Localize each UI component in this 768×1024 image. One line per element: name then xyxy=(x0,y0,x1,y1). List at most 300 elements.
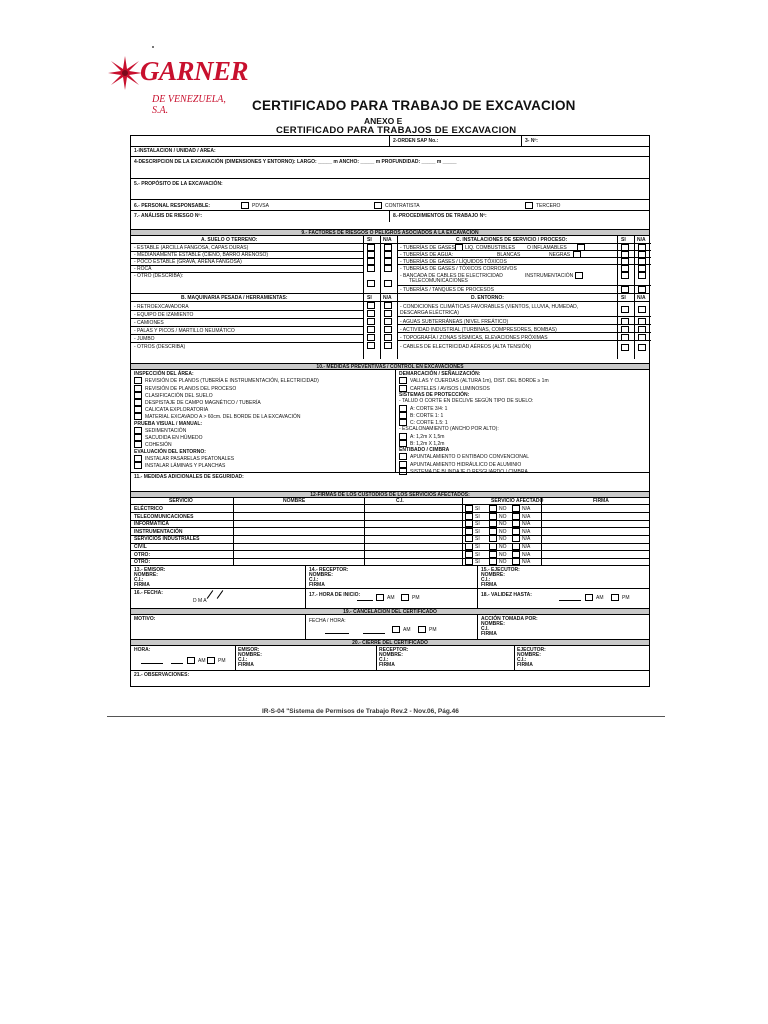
si-label: SI xyxy=(475,544,480,550)
maquinaria-header: B. MAQUINARIA PESADA / HERRAMIENTAS: xyxy=(181,295,288,301)
measure-item: APUNTALAMIENTO HIDRÁULICO DE ALUMINIO xyxy=(410,461,522,468)
time-blank-line xyxy=(363,633,385,634)
measure-heading: INSPECCIÓN DEL ÁREA: xyxy=(134,371,194,377)
rule xyxy=(397,243,651,244)
fecha-label: 16.- FECHA: xyxy=(134,590,163,596)
svc-na-2-checkbox[interactable] xyxy=(512,520,520,527)
rule xyxy=(305,615,306,639)
rule xyxy=(235,646,236,670)
measure-item: DESPISTAJE DE CAMPO MAGNÉTICO / TUBERÍA xyxy=(145,400,261,406)
measure-10-checkbox[interactable] xyxy=(399,440,407,447)
entorno-item: - ACTIVIDAD INDUSTRIAL (TURBINAS, COMPRESORES, BOMBAS) xyxy=(400,327,557,333)
installation-label: 1-INSTALACION / UNIDAD / AREA: xyxy=(134,148,216,154)
svc-si-1-checkbox[interactable] xyxy=(465,513,473,520)
document-title: CERTIFICADO PARA TRABAJO DE EXCAVACION xyxy=(252,98,576,113)
na-label: N/A xyxy=(522,536,531,543)
row-top xyxy=(131,136,649,146)
hora-pm-checkbox[interactable] xyxy=(401,594,409,601)
measure-item: B: 1,2m X 1,2m xyxy=(410,440,445,447)
svc-na-4-checkbox[interactable] xyxy=(512,535,520,542)
rule xyxy=(397,285,651,286)
measure-5-checkbox[interactable] xyxy=(134,406,142,413)
nombre-label: NOMBRE: xyxy=(134,572,158,578)
suelo-item: - ROCA xyxy=(134,266,152,272)
date-slash xyxy=(207,590,214,599)
instalacion-item: - TUBERÍAS DE AGUA: xyxy=(400,252,453,258)
maq-si-4-checkbox[interactable] xyxy=(367,334,375,341)
si-label: SI xyxy=(475,513,480,520)
svc-no-7-checkbox[interactable] xyxy=(489,558,497,565)
firma-label: FIRMA xyxy=(517,662,533,668)
maq-na-4-checkbox[interactable] xyxy=(384,334,392,341)
pdvsa-label: PDVSA xyxy=(252,203,269,209)
role-2: 15.- EJECUTOR: xyxy=(481,567,520,573)
measure-heading: ENTIBADO / CIMBRA xyxy=(399,447,450,453)
rule xyxy=(395,370,396,472)
tercero-label: TERCERO xyxy=(536,203,561,209)
company-name: GARNER xyxy=(140,56,249,86)
maq-na-5-checkbox[interactable] xyxy=(384,342,392,349)
emisor-receptor-ejecutor-block xyxy=(131,566,649,608)
section-9-title: 9.- FACTORES DE RIESGOS O PELIGROS ASOCIADOS A LA EXCAVACIÓN xyxy=(131,229,649,236)
rule xyxy=(514,646,515,670)
entorno-item: - AGUAS SUBTERRÁNEAS (NIVEL FREÁTICO) xyxy=(400,319,509,325)
section-20-title: 20.- CIERRE DEL CERTIFICADO xyxy=(131,639,649,646)
measure-item: REVISIÓN DE PLANOS (TUBERÍA E INSTRUMENTACIÓN, ELECTRICIDAD) xyxy=(145,378,319,385)
service-name: OTRO: xyxy=(134,551,151,558)
measure-9-checkbox[interactable] xyxy=(399,433,407,440)
inst-si-4-checkbox[interactable] xyxy=(621,272,629,279)
responsible-staff-label: 6.- PERSONAL RESPONSABLE: xyxy=(134,203,211,209)
rule xyxy=(462,498,463,566)
ci-label: C.I.: xyxy=(309,577,319,583)
nombre-label: NOMBRE: xyxy=(481,572,505,578)
suelo-na-1-checkbox[interactable] xyxy=(384,251,392,258)
service-name: INFORMÁTICA xyxy=(134,521,169,528)
maquinaria-item: - CAMIONES xyxy=(134,320,164,326)
maq-na-3-checkbox[interactable] xyxy=(384,326,392,333)
custodian-signatures-table xyxy=(131,498,649,566)
section-9-grid xyxy=(131,236,649,359)
company-logo xyxy=(108,52,249,116)
pm-label: PM xyxy=(412,595,420,601)
svc-si-4-checkbox[interactable] xyxy=(465,535,473,542)
aguas-negras-label: NEGRAS xyxy=(549,252,571,258)
rule xyxy=(397,340,651,341)
measure-12-checkbox[interactable] xyxy=(399,453,407,460)
na-header: N/A xyxy=(383,295,392,301)
maq-si-3-checkbox[interactable] xyxy=(367,326,375,333)
sap-order-label: 2-ORDEN SAP No.: xyxy=(393,138,439,144)
svc-no-5-checkbox[interactable] xyxy=(489,543,497,550)
suelo-item: - OTRO (DESCRIBA): xyxy=(134,273,184,279)
measure-item: MATERIAL EXCAVADO A > 60cm. DEL BORDE DE LA EXCAVACIÓN xyxy=(145,414,301,421)
service-name: TELECOMUNICACIONES xyxy=(134,513,194,520)
validez-label: 18.- VALIDEZ HASTA: xyxy=(481,592,532,598)
ent-na-0-checkbox[interactable] xyxy=(638,306,646,313)
si-header: SI xyxy=(621,295,626,301)
ci-label: C.I.: xyxy=(379,657,389,663)
excavation-description-label: 4-DESCRIPCION DE LA EXCAVACIÓN (DIMENSIONES Y ENTORNO): LARGO: _____ m ANCHO: _____ m PROFUNDIDAD: _____ m _____ xyxy=(134,159,457,165)
rule xyxy=(131,520,649,521)
rule xyxy=(364,498,365,566)
validity-blank xyxy=(559,600,581,601)
measure-item: CARTELES / AVISOS LUMINOSOS xyxy=(410,385,490,392)
si-label: SI xyxy=(475,536,480,543)
tercero-checkbox[interactable] xyxy=(525,202,533,209)
no-label: NO xyxy=(499,513,507,520)
am-label: AM xyxy=(403,627,411,633)
maq-si-1-checkbox[interactable] xyxy=(367,310,375,317)
role-1: 14.- RECEPTOR: xyxy=(309,567,349,573)
section-10-title: 10.- MEDIDAS PREVENTIVAS / CONTROL EN EXCAVACIONES xyxy=(131,363,649,370)
measure-6-checkbox[interactable] xyxy=(399,412,407,419)
hora-am-checkbox[interactable] xyxy=(376,594,384,601)
suelo-si-2-checkbox[interactable] xyxy=(367,258,375,265)
inst-na-4-checkbox[interactable] xyxy=(638,272,646,279)
service-name: INSTRUMENTACIÓN xyxy=(134,528,183,535)
si-label: SI xyxy=(475,521,480,528)
am-label: AM xyxy=(387,595,395,601)
measure-item: COHESIÓN xyxy=(145,442,172,449)
no-label: NO xyxy=(499,551,507,558)
svc-na-7-checkbox[interactable] xyxy=(512,558,520,565)
instalacion-item: - TUBERÍAS DE GASES / TÓXICOS CORROSIVOS xyxy=(400,266,517,272)
na-label: N/A xyxy=(522,528,531,535)
rule xyxy=(131,265,363,266)
rule xyxy=(541,498,542,566)
nombre-label: NOMBRE: xyxy=(238,652,262,658)
rule xyxy=(397,250,651,251)
svc-na-1-checkbox[interactable] xyxy=(512,513,520,520)
entorno-header: D. ENTORNO: xyxy=(471,295,504,301)
svc-si-6-checkbox[interactable] xyxy=(465,551,473,558)
entorno-item: - CABLES DE ELECTRICIDAD AÉREOS (ALTA TENSIÓN) xyxy=(400,344,531,350)
measure-5-checkbox[interactable] xyxy=(399,405,407,412)
suelo-header: A. SUELO O TERRENO: xyxy=(201,237,258,243)
footer-reference: IR-S-04 "Sistema de Permisos de Trabajo Rev.2 - Nov.06, Pág.46 xyxy=(262,708,459,715)
measure-item: INSTALAR LÁMINAS Y PLANCHAS xyxy=(145,463,226,470)
pm-label: PM xyxy=(622,595,630,601)
col-header-2: C.I. xyxy=(396,498,404,504)
inst-na-6-checkbox[interactable] xyxy=(638,286,646,293)
svc-si-2-checkbox[interactable] xyxy=(465,520,473,527)
rule xyxy=(131,293,649,294)
rule xyxy=(131,326,363,327)
svc-si-5-checkbox[interactable] xyxy=(465,543,473,550)
rule xyxy=(397,332,651,333)
aguas-blancas-label: BLANCAS xyxy=(497,252,521,258)
nombre-label: NOMBRE: xyxy=(517,652,541,658)
measure-7-checkbox[interactable] xyxy=(399,419,407,426)
time-blank xyxy=(171,663,183,664)
ci-label: C.I.: xyxy=(517,657,527,663)
inflamables-label: O INFLAMABLES xyxy=(527,245,567,251)
cancel-am-checkbox[interactable] xyxy=(392,626,400,633)
risk-analysis-label: 7.- ANÁLISIS DE RIESGO Nº: xyxy=(134,213,203,219)
measure-item: A: 1,2m X 1,5m xyxy=(410,433,445,440)
si-header: SI xyxy=(367,237,372,243)
work-procedures-label: 8.-PROCEDIMIENTOS DE TRABAJO Nº: xyxy=(393,213,487,219)
maq-si-0-checkbox[interactable] xyxy=(367,302,375,309)
annex-label: ANEXO E xyxy=(364,116,403,126)
svc-na-0-checkbox[interactable] xyxy=(512,505,520,512)
measure-3-checkbox[interactable] xyxy=(134,392,142,399)
si-header: SI xyxy=(367,295,372,301)
svc-si-7-checkbox[interactable] xyxy=(465,558,473,565)
hora-label: HORA: xyxy=(134,647,151,653)
maq-na-0-checkbox[interactable] xyxy=(384,302,392,309)
cancellation-block xyxy=(131,615,649,639)
entorno-item: - TOPOGRAFÍA / ZONAS SÍSMICAS, ELEVACIONES PRÓXIMAS xyxy=(400,335,548,341)
si-label: SI xyxy=(475,551,480,558)
measure-item: C: CORTE 1.5: 1 xyxy=(410,420,448,426)
measure-heading: PRUEBA VISUAL / MANUAL: xyxy=(134,420,203,427)
rule xyxy=(131,504,649,505)
measure-item: CALICATA EXPLORATORIA xyxy=(145,407,209,414)
additional-measures-label: 11.- MEDIDAS ADICIONALES DE SEGURIDAD: xyxy=(134,474,244,480)
no-label: NO xyxy=(499,536,507,543)
suelo-na-3-checkbox[interactable] xyxy=(384,265,392,272)
suelo-na-0-checkbox[interactable] xyxy=(384,244,392,251)
suelo-si-1-checkbox[interactable] xyxy=(367,251,375,258)
si-header: SI xyxy=(621,237,626,243)
na-label: N/A xyxy=(522,544,531,550)
rule xyxy=(131,550,649,551)
ent-si-0-checkbox[interactable] xyxy=(621,306,629,313)
measure-13-checkbox[interactable] xyxy=(134,462,142,469)
pm-label: PM xyxy=(429,627,437,633)
rule xyxy=(477,566,478,608)
measure-item: B: CORTE 1: 1 xyxy=(410,412,444,419)
number-label: 3- Nº: xyxy=(525,138,538,144)
na-label: N/A xyxy=(522,521,531,528)
col-header-0: SERVICIO xyxy=(169,498,193,504)
instalacion-item: - BANCADA DE CABLES DE ELECTRICIDAD xyxy=(400,273,503,279)
close-am-checkbox[interactable] xyxy=(187,657,195,664)
maquinaria-item: - RETROEXCAVADORA xyxy=(134,304,189,310)
measure-heading: DEMARCACIÓN / SEÑALIZACIÓN: xyxy=(399,371,481,377)
maquinaria-item: - PALAS Y PICOS / MARTILLO NEUMÁTICO xyxy=(134,328,235,334)
col-header-4: FIRMA xyxy=(593,498,609,504)
suelo-na-2-checkbox[interactable] xyxy=(384,258,392,265)
footer-rule xyxy=(107,716,665,717)
measure-item: SISTEMA DE BLINDAJE O RESGUARDO / CIMBRA xyxy=(410,468,528,475)
na-label: N/A xyxy=(522,506,531,512)
instalacion-item: - TUBERÍAS / TANQUES DE PROCESOS xyxy=(400,287,494,293)
rule xyxy=(397,324,651,325)
close-pm-checkbox[interactable] xyxy=(207,657,215,664)
validez-pm-checkbox[interactable] xyxy=(611,594,619,601)
firma-label: FIRMA xyxy=(134,582,150,588)
no-label: NO xyxy=(499,528,507,535)
svc-na-6-checkbox[interactable] xyxy=(512,551,520,558)
measure-item: CLASIFICACIÓN DEL SUELO xyxy=(145,392,213,399)
rule xyxy=(131,512,649,513)
maq-si-2-checkbox[interactable] xyxy=(367,318,375,325)
measure-item: VALLAS Y CUERDAS (ALTURA 1m), DIST. DEL BORDE ≥ 1m xyxy=(410,378,549,385)
na-header: N/A xyxy=(637,295,646,301)
no-label: NO xyxy=(499,559,507,566)
observations-label: 21.- OBSERVACIONES: xyxy=(134,672,190,678)
na-label: N/A xyxy=(522,513,531,520)
measure-1-checkbox[interactable] xyxy=(399,377,407,384)
fecha-hora-label: FECHA / HORA: xyxy=(309,618,346,624)
certificate-subtitle: CERTIFICADO PARA TRABAJOS DE EXCAVACION xyxy=(276,125,517,136)
nombre-label: NOMBRE: xyxy=(481,621,505,627)
measure-2-checkbox[interactable] xyxy=(399,385,407,392)
maq-na-2-checkbox[interactable] xyxy=(384,318,392,325)
no-label: NO xyxy=(499,544,507,550)
svc-si-3-checkbox[interactable] xyxy=(465,528,473,535)
inst-na-3-checkbox[interactable] xyxy=(638,265,646,272)
time-blank xyxy=(141,663,163,664)
accion-tomada-label: ACCIÓN TOMADA POR: xyxy=(481,616,538,622)
instalacion-item: - TUBERÍAS DE GASES / LÍQUIDOS TÓXICOS xyxy=(400,259,507,265)
rule xyxy=(380,236,381,359)
rule xyxy=(131,543,649,544)
measure-2-checkbox[interactable] xyxy=(134,385,142,392)
svc-no-2-checkbox[interactable] xyxy=(489,520,497,527)
validez-am-checkbox[interactable] xyxy=(585,594,593,601)
firma-label: FIRMA xyxy=(379,662,395,668)
measure-10-checkbox[interactable] xyxy=(134,441,142,448)
col-header-3: SERVICIO AFECTADO xyxy=(491,498,544,504)
rule xyxy=(131,527,649,528)
suelo-na-4-checkbox[interactable] xyxy=(384,280,392,287)
cancel-pm-checkbox[interactable] xyxy=(418,626,426,633)
svc-no-1-checkbox[interactable] xyxy=(489,513,497,520)
rule xyxy=(477,615,478,639)
si-label: SI xyxy=(475,559,480,566)
ent-si-5-checkbox[interactable] xyxy=(621,344,629,351)
svc-no-0-checkbox[interactable] xyxy=(489,505,497,512)
ci-label: C.I.: xyxy=(134,577,144,583)
col-header-1: NOMBRE xyxy=(283,498,306,504)
hora-inicio-label: 17.- HORA DE INICIO: xyxy=(309,592,361,598)
maq-na-1-checkbox[interactable] xyxy=(384,310,392,317)
rule xyxy=(376,646,377,670)
measure-subheading: - ESCALONAMIENTO (ANCHO POR ALTO): xyxy=(399,426,499,433)
measure-heading: EVALUACIÓN DEL ENTORNO: xyxy=(134,448,206,455)
svc-no-4-checkbox[interactable] xyxy=(489,535,497,542)
svc-na-5-checkbox[interactable] xyxy=(512,543,520,550)
measure-12-checkbox[interactable] xyxy=(134,455,142,462)
measure-item: SACUDIDA EN HÚMEDO xyxy=(145,435,203,442)
suelo-si-4-checkbox[interactable] xyxy=(367,280,375,287)
maquinaria-item: - JUMBO xyxy=(134,336,155,342)
am-label: AM xyxy=(596,595,604,601)
am-label: AM xyxy=(198,658,206,664)
instalaciones-header: C. INSTALACIONES DE SERVICIO / PROCESO: xyxy=(456,237,568,243)
firma-label: FIRMA xyxy=(238,662,254,668)
measure-8-checkbox[interactable] xyxy=(134,427,142,434)
maquinaria-item: - OTROS (DESCRIBA) xyxy=(134,344,186,350)
measure-9-checkbox[interactable] xyxy=(134,434,142,441)
na-label: N/A xyxy=(522,559,531,566)
instalacion-item: - TUBERÍAS DE GASES xyxy=(400,245,455,251)
maquinaria-item: - EQUIPO DE IZAMIENTO xyxy=(134,312,194,318)
pdvsa-checkbox[interactable] xyxy=(241,202,249,209)
si-label: SI xyxy=(475,528,480,535)
time-blank xyxy=(357,600,373,601)
role-0: 13.- EMISOR: xyxy=(134,567,166,573)
speck xyxy=(152,46,154,48)
excavation-form xyxy=(130,135,650,687)
fecha-value: D M A xyxy=(193,598,207,604)
closure-block xyxy=(131,646,649,670)
section-12-title: 12-FIRMAS DE LOS CUSTODIOS DE LOS SERVICIOS AFECTADOS: xyxy=(131,491,649,498)
rule xyxy=(131,334,363,335)
instrumentacion-checkbox[interactable] xyxy=(575,272,583,279)
no-label: NO xyxy=(499,521,507,528)
firma-label: FIRMA xyxy=(481,631,497,637)
rule xyxy=(397,257,651,258)
measure-13-checkbox[interactable] xyxy=(399,461,407,468)
service-name: OTRO: xyxy=(134,559,151,566)
ci-label: C.I.: xyxy=(481,577,491,583)
contratista-checkbox[interactable] xyxy=(374,202,382,209)
na-header: N/A xyxy=(637,237,646,243)
nombre-label: NOMBRE: xyxy=(379,652,403,658)
no-label: NO xyxy=(499,506,507,512)
inst-si-3-checkbox[interactable] xyxy=(621,265,629,272)
service-name: SERVICIOS INDUSTRIALES xyxy=(134,536,200,543)
closure-role-0: EMISOR: xyxy=(238,647,260,653)
firma-label: FIRMA xyxy=(309,582,325,588)
contratista-label: CONTRATISTA xyxy=(385,203,420,209)
svc-no-6-checkbox[interactable] xyxy=(489,551,497,558)
measure-4-checkbox[interactable] xyxy=(134,399,142,406)
entorno-item: - CONDICIONES CLIMÁTICAS FAVORABLES (VIENTOS, LLUVIA, HUMEDAD, xyxy=(400,304,579,310)
rule xyxy=(131,310,363,311)
measure-item: REVISIÓN DE PLANOS DEL PROCESO xyxy=(145,385,237,392)
rule xyxy=(131,558,649,559)
si-label: SI xyxy=(475,506,480,512)
rule xyxy=(233,498,234,566)
suelo-item: - ESTABLE (ARCILLA FANGOSA, CAPAS DURAS) xyxy=(134,245,249,251)
ent-na-5-checkbox[interactable] xyxy=(638,344,646,351)
rule xyxy=(131,535,649,536)
purpose-label: 5.- PROPÓSITO DE LA EXCAVACIÓN: xyxy=(134,181,223,187)
svc-na-3-checkbox[interactable] xyxy=(512,528,520,535)
measure-heading: SISTEMAS DE PROTECCIÓN: xyxy=(399,391,470,398)
suelo-item: - POCO ESTABLE (GRAVA, ARENA FANGOSA) xyxy=(134,259,242,265)
rule xyxy=(131,588,649,589)
measure-item: APUNTALAMIENTO O ENTIBADO CONVENCIONAL xyxy=(410,454,530,461)
inst-si-6-checkbox[interactable] xyxy=(621,286,629,293)
measure-6-checkbox[interactable] xyxy=(134,413,142,420)
measure-item: INSTALAR PASARELAS PEATONALES xyxy=(145,456,235,462)
na-header: N/A xyxy=(383,237,392,243)
rule xyxy=(397,316,651,317)
rule xyxy=(397,264,651,265)
ci-label: C.I.: xyxy=(238,657,248,663)
entorno-item: DESCARGA ELÉCTRICA) xyxy=(400,310,459,316)
liq-combustibles-label: LIQ. COMBUSTIBLES xyxy=(465,245,516,251)
suelo-si-0-checkbox[interactable] xyxy=(367,244,375,251)
maq-si-5-checkbox[interactable] xyxy=(367,342,375,349)
svc-si-0-checkbox[interactable] xyxy=(465,505,473,512)
rule xyxy=(131,318,363,319)
svc-no-3-checkbox[interactable] xyxy=(489,528,497,535)
rule xyxy=(131,342,363,343)
company-subtitle: DE VENEZUELA, S.A. xyxy=(152,94,226,116)
telecom-label: TELECOMUNICACIONES xyxy=(409,278,468,284)
service-name: CIVIL xyxy=(134,544,147,550)
measure-1-checkbox[interactable] xyxy=(134,377,142,384)
suelo-si-3-checkbox[interactable] xyxy=(367,265,375,272)
